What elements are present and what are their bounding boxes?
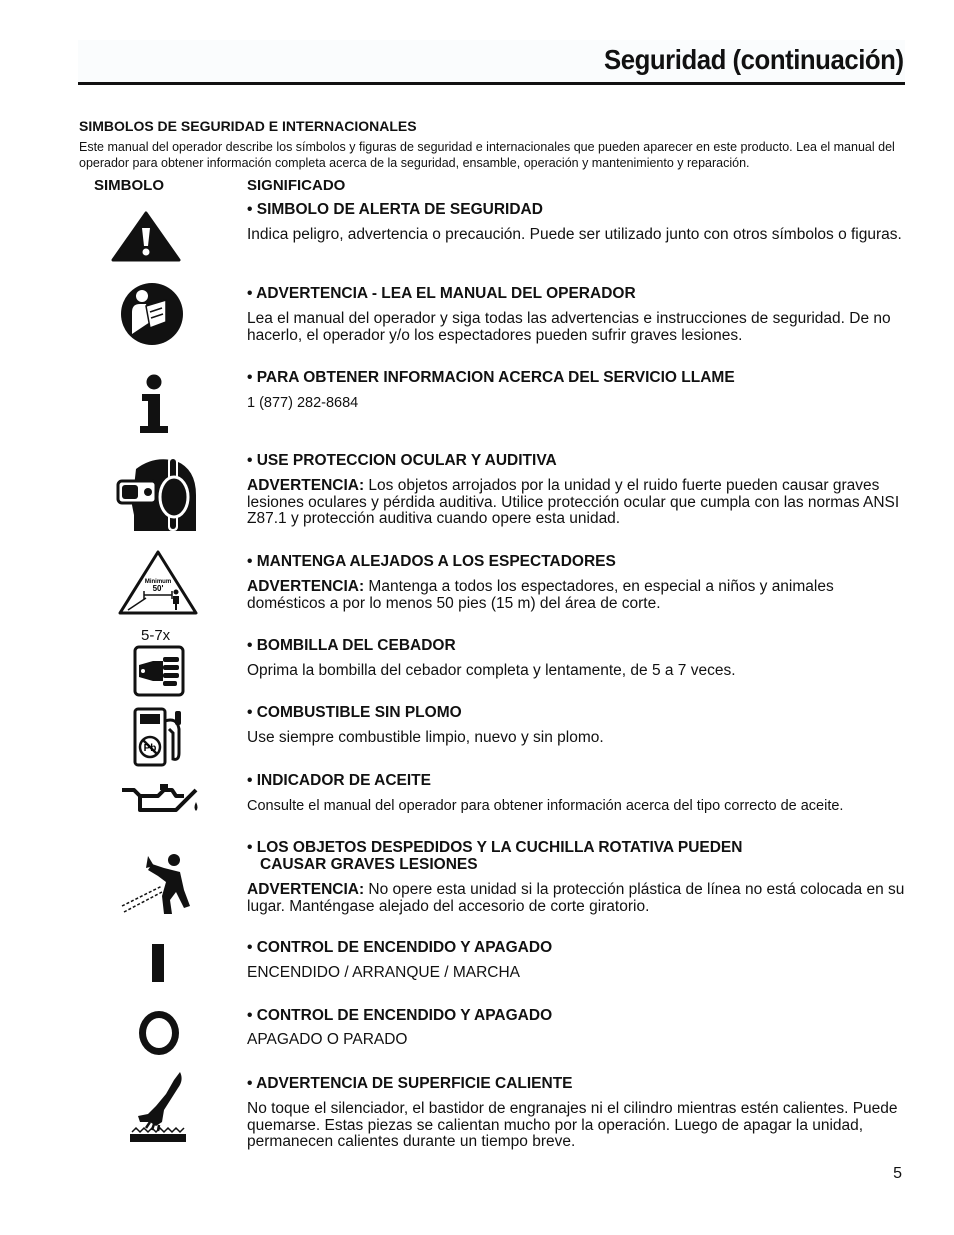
warning-label: ADVERTENCIA: (247, 477, 365, 494)
row-title: • CONTROL DE ENCENDIDO Y APAGADO (247, 939, 553, 956)
row-title-continued: CAUSAR GRAVES LESIONES (260, 856, 478, 873)
primer-bulb-icon (133, 645, 185, 697)
row-description: APAGADO O PARADO (247, 1031, 408, 1048)
warning-text: Los objetos arrojados por la unidad y el ruido fuerte pueden causar graves lesiones oculares y pérdida auditiva. Utilice protección ocular que cumpla con las normas ANSI Z87.1 y protección auditiva cuando opere esta unidad. (247, 477, 900, 527)
page-title: Seguridad (continuación) (604, 44, 904, 75)
row-title: • INDICADOR DE ACEITE (247, 772, 431, 789)
read-manual-icon (120, 282, 184, 346)
row-description (247, 478, 907, 528)
icon-text-distance: 50' (152, 584, 164, 593)
warning-label: ADVERTENCIA: (247, 881, 365, 898)
icon-text-minimum: Minimum (144, 579, 172, 585)
keep-bystanders-away-icon (116, 548, 200, 616)
page-number: 5 (893, 1165, 902, 1182)
row-description (247, 579, 907, 612)
row-title: • SIMBOLO DE ALERTA DE SEGURIDAD (247, 201, 543, 218)
row-description: No toque el silenciador, el bastidor de engranajes ni el cilindro mientras estén calientes. Puede quemarse. Estas piezas se calientan mucho por la operación. Luego de apagar la unidad, permanecen calientes durante un tiempo breve. (247, 1100, 898, 1150)
row-description (247, 882, 907, 915)
row-description: Consulte el manual del operador para obtener información acerca del tipo correcto de aceite. (247, 798, 844, 814)
row-title: • ADVERTENCIA DE SUPERFICIE CALIENTE (247, 1075, 573, 1092)
safety-alert-icon (110, 210, 182, 262)
row-title: • CONTROL DE ENCENDIDO Y APAGADO (247, 1007, 553, 1024)
row-title: • USE PROTECCION OCULAR Y AUDITIVA (247, 452, 557, 469)
row-title: • PARA OBTENER INFORMACION ACERCA DEL SERVICIO LLAME (247, 369, 735, 386)
row-title: • MANTENGA ALEJADOS A LOS ESPECTADORES (247, 553, 616, 570)
row-title: • COMBUSTIBLE SIN PLOMO (247, 704, 462, 721)
section-title: SIMBOLOS DE SEGURIDAD E INTERNACIONALES (79, 118, 417, 134)
row-description: 1 (877) 282-8684 (247, 395, 359, 411)
header-divider (78, 82, 905, 85)
row-title: • ADVERTENCIA - LEA EL MANUAL DEL OPERADOR (247, 285, 636, 302)
row-description: Indica peligro, advertencia o precaución. Puede ser utilizado junto con otros símbolos o figuras. (247, 226, 902, 243)
on-switch-icon (152, 944, 164, 982)
info-icon (138, 374, 172, 434)
row-title: • BOMBILLA DEL CEBADOR (247, 637, 456, 654)
row-description: Use siempre combustible limpio, nuevo y sin plomo. (247, 729, 604, 746)
row-description: Lea el manual del operador y siga todas las advertencias e instrucciones de seguridad. De no hacerlo, el operador y/o los espectadores pueden sufrir graves lesiones. (247, 310, 891, 344)
section-intro: Este manual del operador describe los símbolos y figuras de seguridad e internacionales que pueden aparecer en este producto. Lea el manual del operador para obtener información completa acerca de la seguridad, ensamble, operación y mantenimiento y reparación. (79, 140, 895, 170)
column-header-meaning: SIGNIFICADO (247, 177, 346, 194)
eye-ear-protection-icon (114, 455, 200, 535)
oil-can-icon (118, 780, 202, 820)
row-description: Oprima la bombilla del cebador completa y lentamente, de 5 a 7 veces. (247, 662, 736, 679)
off-switch-icon (139, 1011, 179, 1055)
unleaded-fuel-icon (131, 707, 189, 767)
icon-text-lead: Pb (143, 743, 157, 754)
primer-count-label: 5-7x (141, 627, 171, 644)
column-header-symbol: SIMBOLO (94, 177, 164, 194)
warning-label: ADVERTENCIA: (247, 578, 365, 595)
warning-text: No opere esta unidad si la protección plástica de línea no está colocada en su lugar. Manténgase alejado del accesorio de corte giratorio. (247, 881, 905, 915)
hot-surface-icon (126, 1070, 190, 1146)
row-title: • LOS OBJETOS DESPEDIDOS Y LA CUCHILLA ROTATIVA PUEDEN (247, 839, 743, 856)
warning-text: Mantenga a todos los espectadores, en especial a niños y animales domésticos a por lo menos 50 pies (15 m) del área de corte. (247, 578, 834, 612)
row-description: ENCENDIDO / ARRANQUE / MARCHA (247, 964, 521, 981)
thrown-objects-icon (118, 850, 196, 918)
